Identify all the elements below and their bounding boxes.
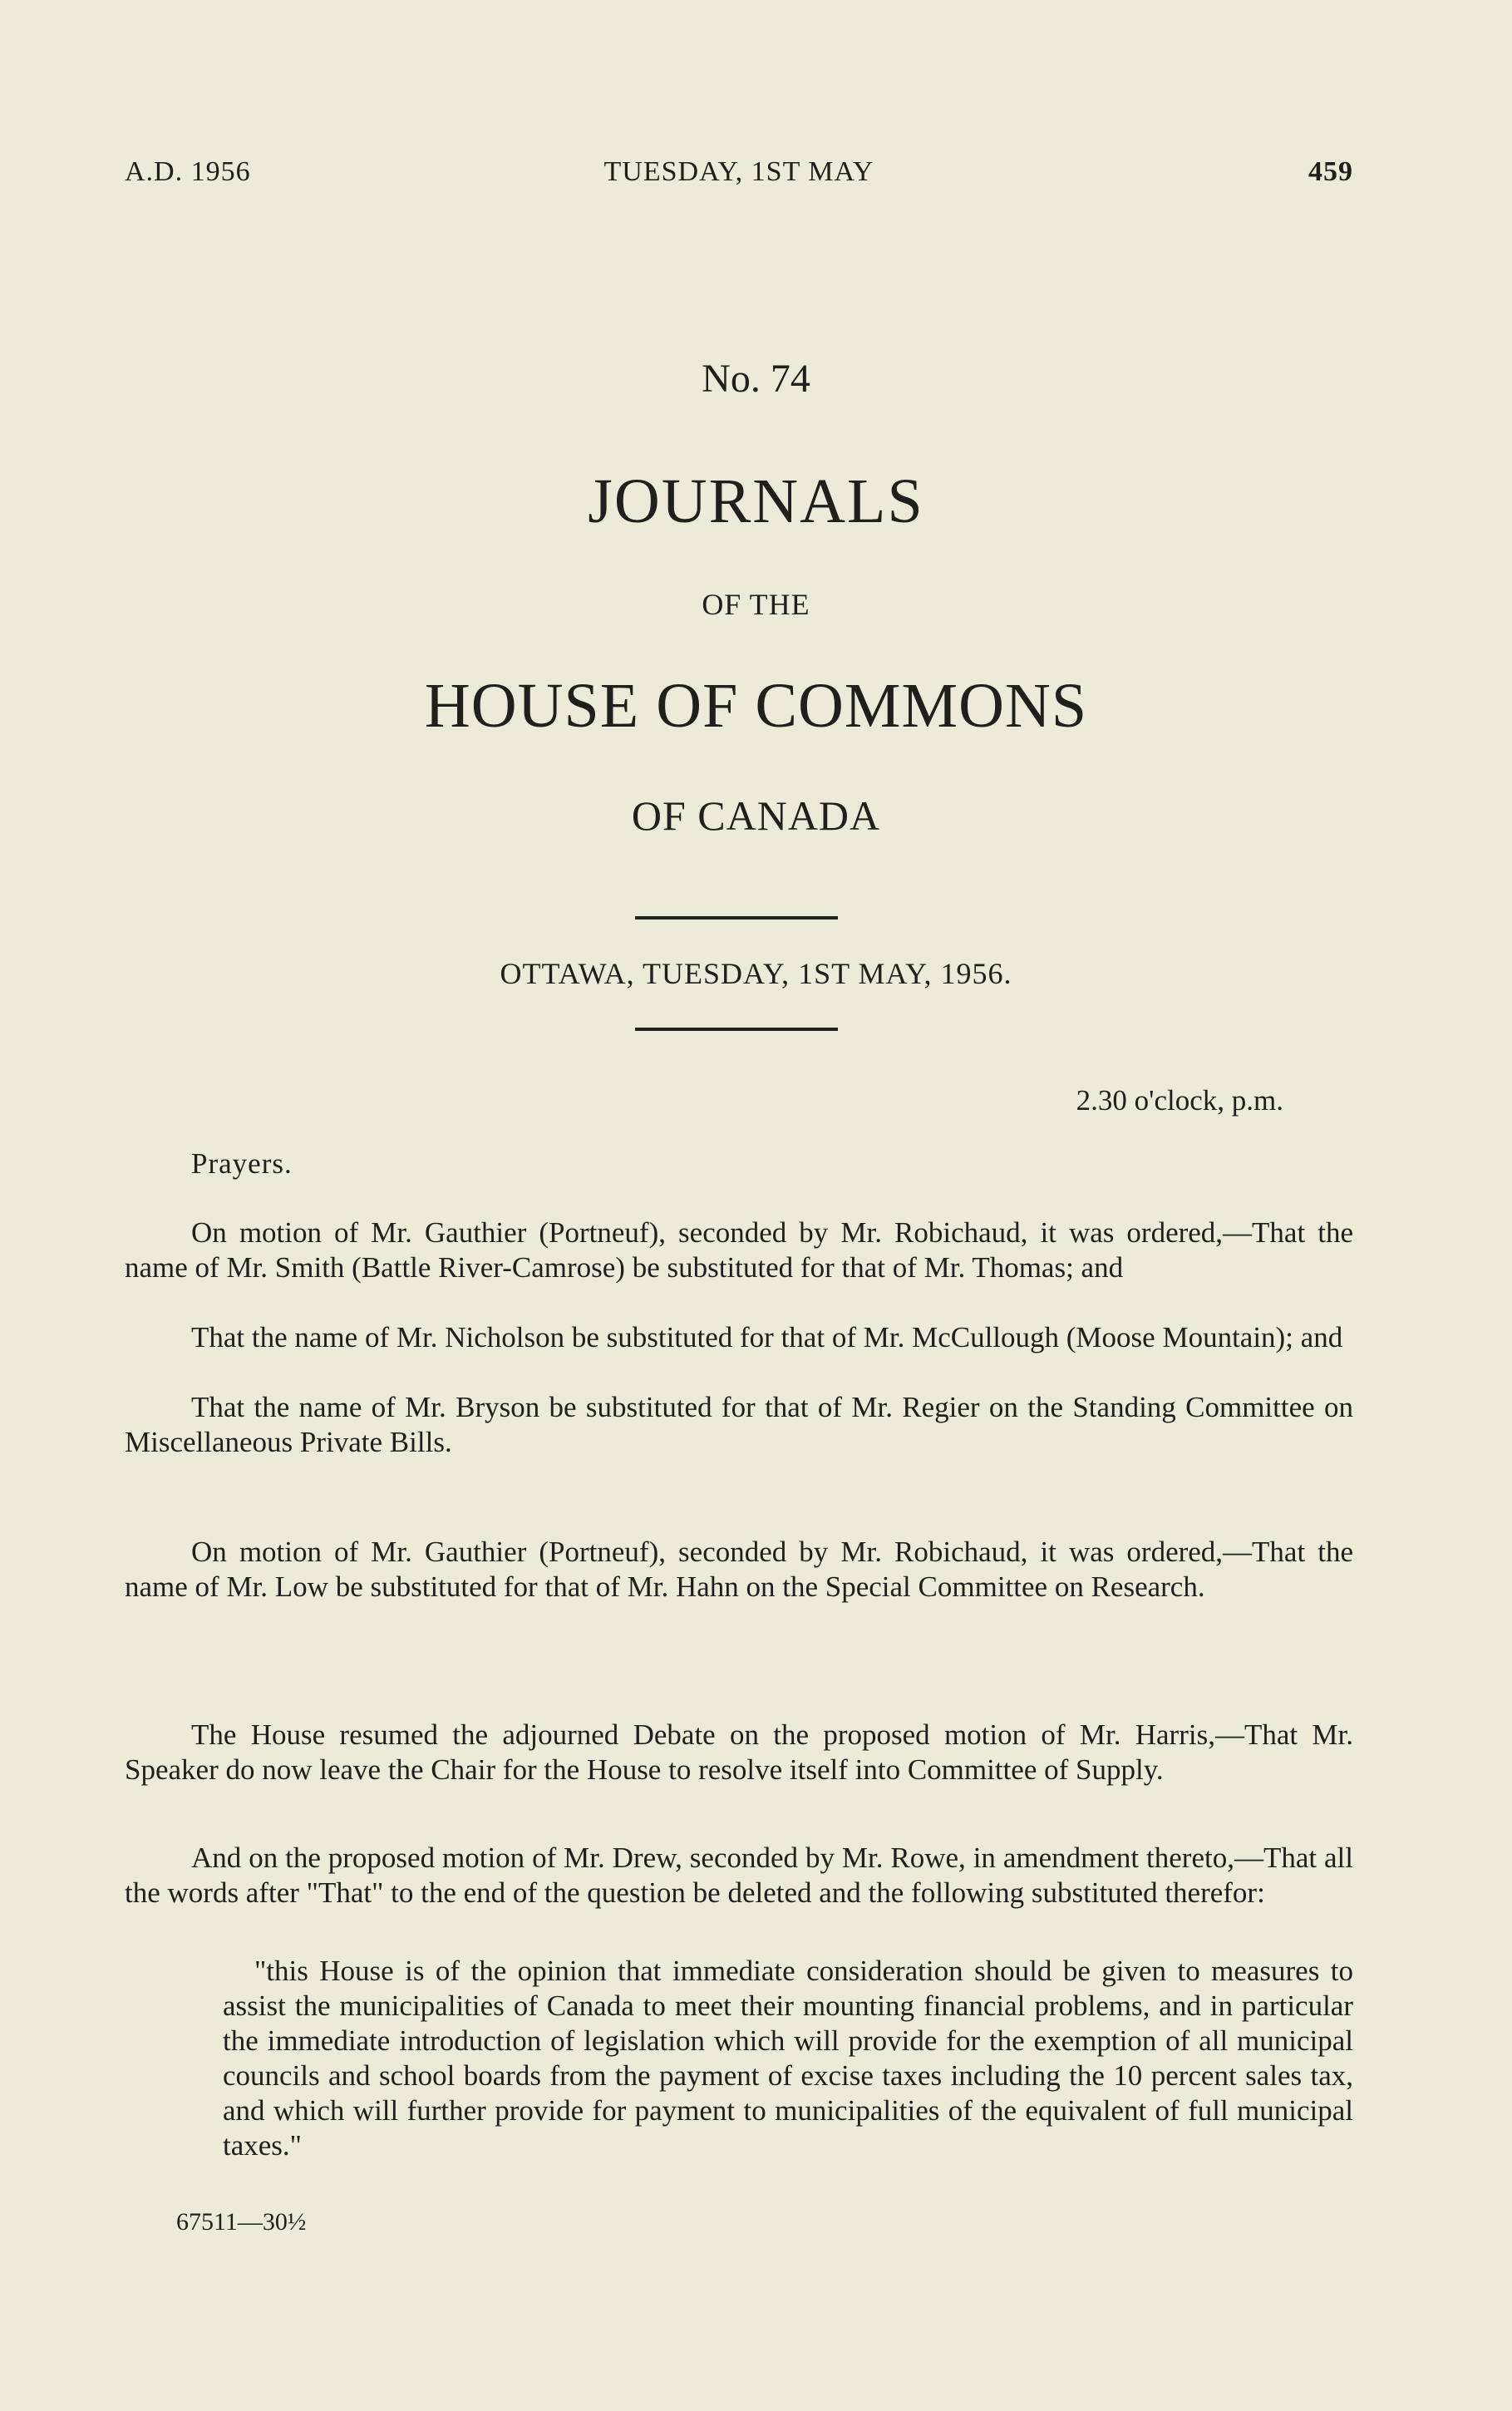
sitting-time: 2.30 o'clock, p.m. xyxy=(1076,1084,1283,1117)
paragraph-amendment: And on the proposed motion of Mr. Drew, seconded by Mr. Rowe, in amendment thereto,—That all the words after "That" to the end of the question be deleted and the following substituted therefor: xyxy=(125,1842,1353,1909)
house-title: HOUSE OF COMMONS xyxy=(424,671,1088,741)
issue-number: No. 74 xyxy=(702,357,810,401)
subtitle-of-canada: OF CANADA xyxy=(631,792,881,839)
divider-rule xyxy=(635,916,838,920)
subtitle-of-the: OF THE xyxy=(702,588,810,621)
paragraph-motion-1b: That the name of Mr. Nicholson be substituted for that of Mr. McCullough (Moose Mountain); and xyxy=(191,1321,1343,1353)
header-year: A.D. 1956 xyxy=(125,156,251,187)
sitting-date: OTTAWA, TUESDAY, 1ST MAY, 1956. xyxy=(500,957,1012,990)
prayers-heading: Prayers. xyxy=(191,1147,293,1180)
divider-rule xyxy=(635,1028,838,1031)
print-code: 67511—30½ xyxy=(176,2208,307,2236)
paragraph-debate: The House resumed the adjourned Debate on the proposed motion of Mr. Harris,—That Mr. Speaker do now leave the Chair for the House to resolve itself into Committee of Supply. xyxy=(125,1718,1353,1786)
running-head xyxy=(125,156,1353,190)
header-date: TUESDAY, 1ST MAY xyxy=(603,156,874,187)
amendment-quote: "this House is of the opinion that immediate consideration should be given to measures to assist the municipalities of Canada to meet their mounting financial problems, and in particular the immediate introduction of legislation which will provide for the exemption of all municipal councils and school boards from the payment of excise taxes including the 10 percent sales tax, and which will further provide for payment to municipalities of the equivalent of full municipal taxes." xyxy=(223,1955,1353,2162)
journal-title: JOURNALS xyxy=(588,466,924,536)
paragraph-motion-2: On motion of Mr. Gauthier (Portneuf), seconded by Mr. Robichaud, it was ordered,—That the name of Mr. Low be substituted for that of Mr. Hahn on the Special Committee on Research. xyxy=(125,1536,1353,1603)
paragraph-motion-1c: That the name of Mr. Bryson be substituted for that of Mr. Regier on the Standing Committee on Miscellaneous Private Bills. xyxy=(125,1391,1353,1458)
paragraph-motion-1: On motion of Mr. Gauthier (Portneuf), seconded by Mr. Robichaud, it was ordered,—That the name of Mr. Smith (Battle River-Camrose) be substituted for that of Mr. Thomas; and xyxy=(125,1216,1353,1284)
page-number: 459 xyxy=(1308,156,1353,187)
